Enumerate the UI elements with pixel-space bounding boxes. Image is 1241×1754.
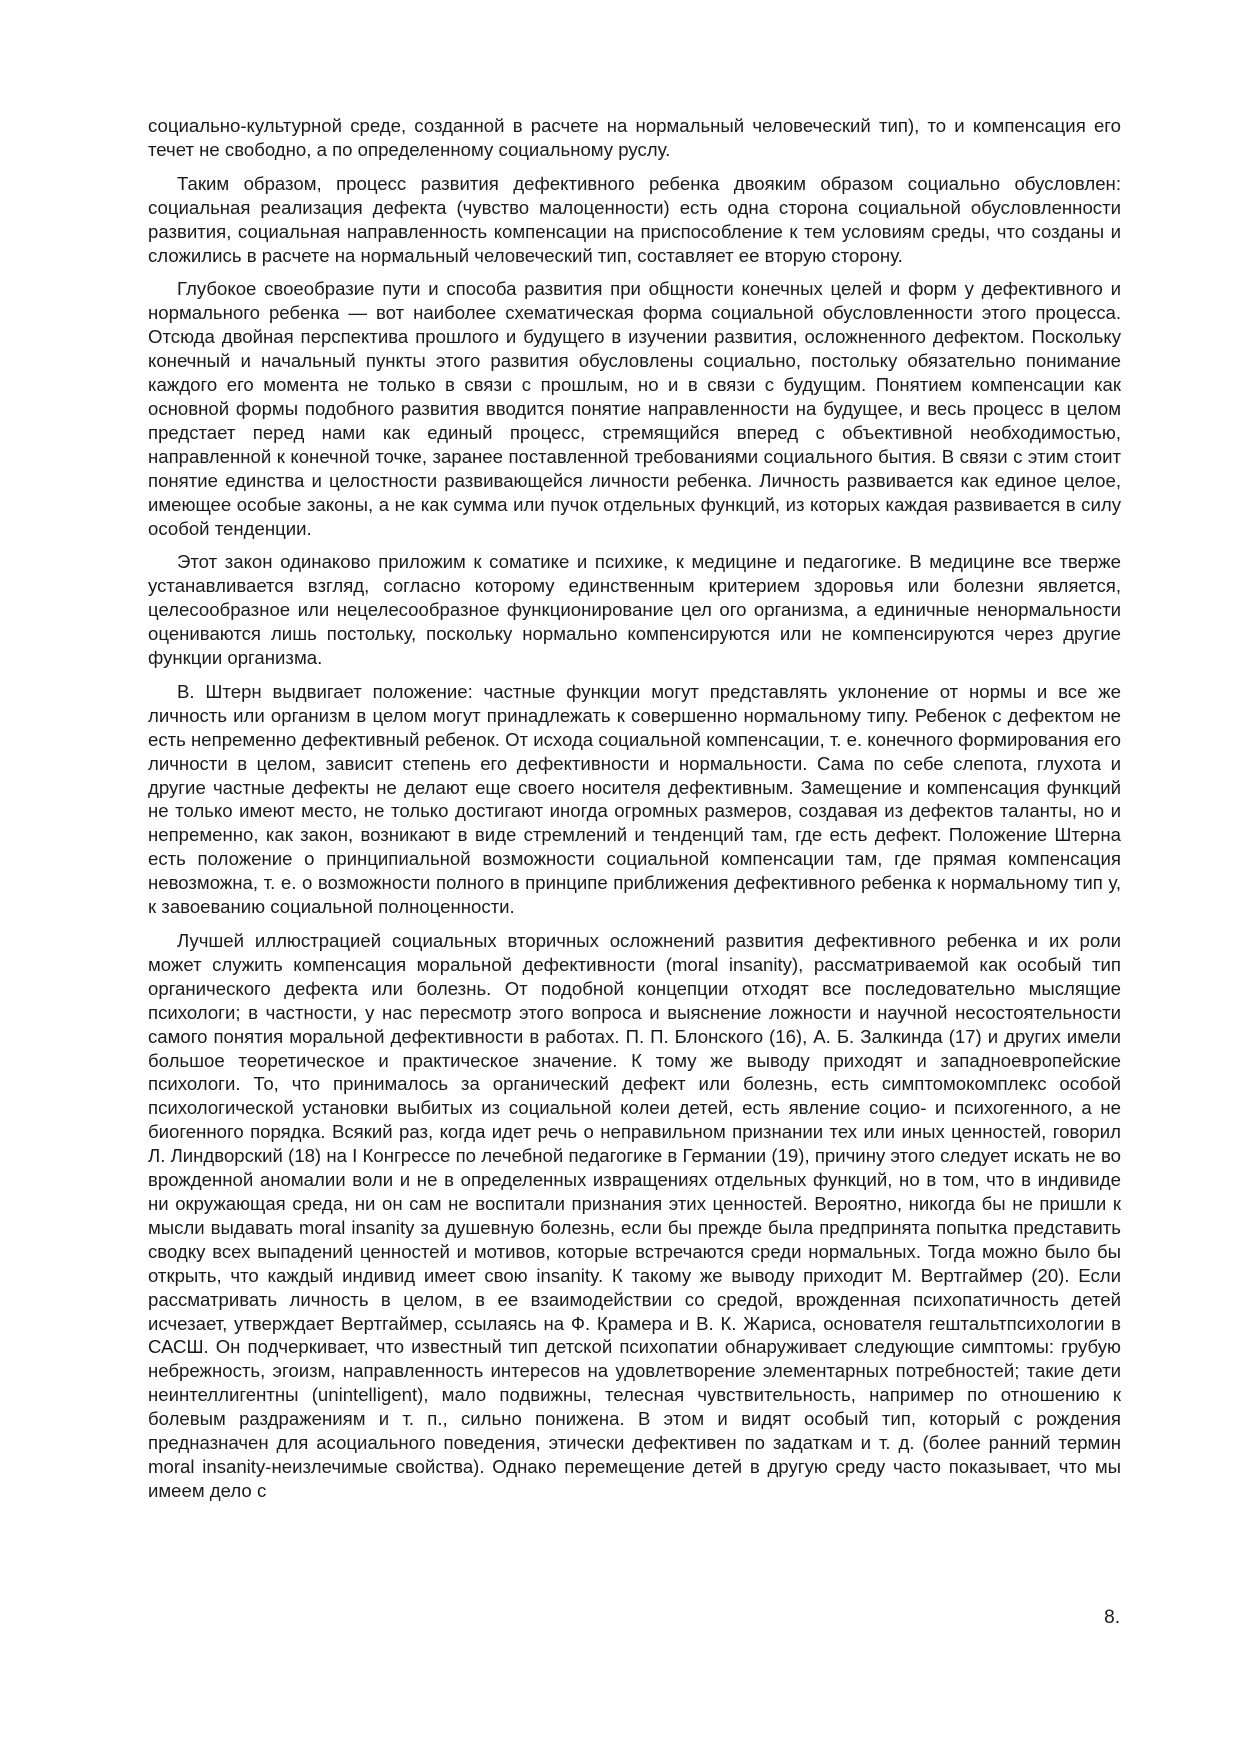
paragraph-social-conditioning: Таким образом, процесс развития дефективного ребенка двояким образом социально обусловлен: социальная реализация дефекта (чувство малоценности) есть одна сторона социальной обусловленности развития, социальная направленность компенсации на приспособление к тем условиям среды, что созданы и сложились в расчете на нормальный человеческий тип, составляет ее вторую сторону. bbox=[148, 172, 1121, 266]
page-number: 8. bbox=[1104, 1607, 1120, 1628]
paragraph-continuation: социально-культурной среде, созданной в расчете на нормальный человеческий тип), то и компенсация его течет не свободно, а по определенному социальному руслу. bbox=[148, 115, 1121, 160]
paragraph-soma-psyche-law: Этот закон одинаково приложим к соматике и психике, к медицине и педагогике. В медицине все тверже устанавливается взгляд, согласно которому единственным критерием здоровья или болезни является, целесообразное или нецелесообразное функционирование цел ого организма, а единичные ненормальности оцениваются лишь постольку, поскольку нормально компенсируются или не компенсируются через другие функции организма. bbox=[148, 551, 1121, 669]
paragraph-moral-insanity: Лучшей иллюстрацией социальных вторичных осложнений развития дефективного ребенка и их роли может служить компенсация моральной дефективности (moral insanity), рассматриваемой как особый тип органического дефекта или болезнь. От подобной концепции отходят все последовательно мыслящие психологи; в частности, у нас пересмотр этого вопроса и выяснение ложности и научной несостоятельности самого понятия моральной дефективности в работах. П. П. Блонского (16), А. Б. Залкинда (17) и других имели большое теоретическое и практическое значение. К тому же выводу приходят и западноевропейские психологи. То, что принималось за органический дефект или болезнь, есть симптомокомплекс особой психологической установки выбитых из социальной колеи детей, есть явление социо- и психогенного, а не биогенного порядка. Всякий раз, когда идет речь о неправильном признании тех или иных ценностей, говорил Л. Линдворский (18) на I Конгрессе по лечебной педагогике в Германии (19), причину этого следует искать не во врожденной аномалии воли и не в определенных извращениях отдельных функций, но в том, что в индивиде ни окружающая среда, ни он сам не воспитали признания этих ценностей. Вероятно, никогда бы не пришли к мысли выдавать moral insanity за душевную болезнь, если бы прежде была предпринята попытка представить сводку всех выпадений ценностей и мотивов, которые встречаются среди нормальных. Тогда можно было бы открыть, что каждый индивид имеет свою insanity. К такому же выводу приходит М. Вертгаймер (20). Если рассматривать личность в целом, в ее взаимодействии со средой, врожденная психопатичность детей исчезает, утверждает Вертгаймер, ссылаясь на Ф. Крамера и В. К. Жариса, основателя гештальтпсихологии в САСШ. Он подчеркивает, что известный тип детской психопатии обнаруживает следующие симптомы: грубую небрежность, эгоизм, направленность интересов на удовлетворение элементарных потребностей; такие дети неинтеллигентны (unintelligent), мало подвижны, телесная чувствительность, например по отношению к болевым раздражениям и т. п., сильно понижена. В этом и видят особый тип, который с рождения предназначен для асоциального поведения, этически дефективен по задаткам и т. д. (более ранний термин moral insanity-неизлечимые свойства). Однако перемещение детей в другую среду часто показывает, что мы имеем дело с bbox=[148, 930, 1121, 1501]
document-page bbox=[148, 114, 1121, 1513]
paragraph-development-path: Глубокое своеобразие пути и способа развития при общности конечных целей и форм у дефективного и нормального ребенка — вот наиболее схематическая форма социальной обусловленности этого процесса. Отсюда двойная перспектива прошлого и будущего в изучении развития, осложненного дефектом. Поскольку конечный и начальный пункты этого развития обусловлены социально, постольку обязательно понимание каждого его момента не только в связи с прошлым, но и в связи с будущим. Понятием компенсации как основной формы подобного развития вводится понятие направленности на будущее, и весь процесс в целом предстает перед нами как единый процесс, стремящийся вперед с объективной необходимостью, направленной к конечной точке, заранее поставленной требованиями социального бытия. В связи с этим стоит понятие единства и целостности развивающейся личности ребенка. Личность развивается как единое целое, имеющее особые законы, а не как сумма или пучок отдельных функций, из которых каждая развивается в силу особой тенденции. bbox=[148, 278, 1121, 539]
paragraph-stern-position: В. Штерн выдвигает положение: частные функции могут представлять уклонение от нормы и все же личность или организм в целом могут принадлежать к совершенно нормальному типу. Ребенок с дефектом не есть непременно дефективный ребенок. От исхода социальной компенсации, т. е. конечного формирования его личности в целом, зависит степень его дефективности и нормальности. Сама по себе слепота, глухота и другие частные дефекты не делают еще своего носителя дефективным. Замещение и компенсация функций не только имеют место, не только достигают иногда огромных размеров, создавая из дефектов таланты, но и непременно, как закон, возникают в виде стремлений и тенденций там, где есть дефект. Положение Штерна есть положение о принципиальной возможности социальной компенсации там, где прямая компенсация невозможна, т. е. о возможности полного в принципе приближения дефективного ребенка к нормальному тип у, к завоеванию социальной полноценности. bbox=[148, 680, 1121, 918]
